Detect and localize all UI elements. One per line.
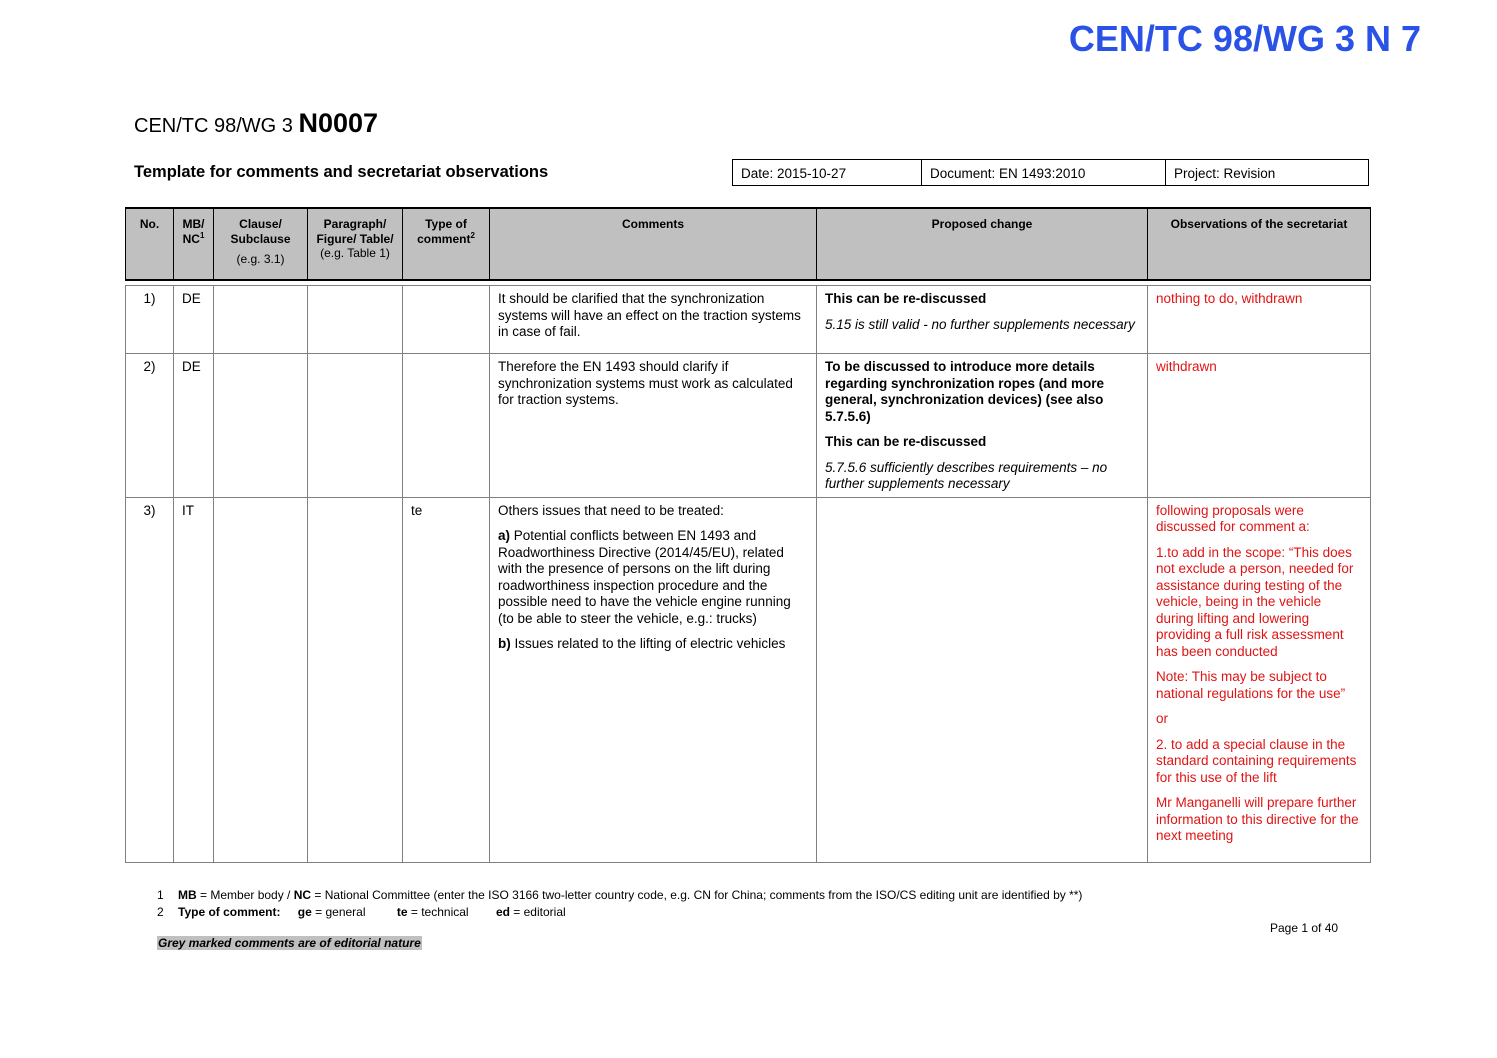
cell-paragraph bbox=[308, 286, 403, 354]
cell-comment: It should be clarified that the synchronization systems will have an effect on the traction systems in case of fail. bbox=[490, 286, 817, 354]
header-clause: Clause/ Subclause (e.g. 3.1) bbox=[214, 208, 308, 280]
table-row bbox=[126, 286, 1371, 354]
header-no: No. bbox=[126, 208, 174, 280]
document-id bbox=[134, 108, 378, 139]
cell-type bbox=[403, 354, 490, 498]
cell-observation: withdrawn bbox=[1148, 354, 1371, 498]
cell-mb: DE bbox=[174, 354, 214, 498]
cell-type: te bbox=[403, 497, 490, 862]
meta-project: Project: Revision bbox=[1174, 166, 1276, 181]
document-id-prefix: CEN/TC 98/WG 3 bbox=[134, 115, 293, 137]
cell-observation: following proposals were discussed for comment a: 1.to add in the scope: “This does not exclude a person, needed for assistance during testing of the vehicle, being in the vehicle during lifting and lowering providing a full risk assessment has been conducted Note: This may be subject to national regulations for the use” or 2. to add a special clause in the standard containing requirements for this use of the lift Mr Manganelli will prepare further information to this directive for the next meeting bbox=[1148, 497, 1371, 862]
table-row bbox=[126, 497, 1371, 862]
header-observations: Observations of the secretariat bbox=[1148, 208, 1371, 280]
cell-mb: IT bbox=[174, 497, 214, 862]
header-mb-nc: MB/ $NC^1$ bbox=[174, 208, 214, 280]
cell-clause bbox=[214, 286, 308, 354]
comments-table bbox=[125, 285, 1371, 863]
cell-proposed: This can be re-discussed 5.15 is still valid - no further supplements necessary bbox=[817, 286, 1148, 354]
cell-clause bbox=[214, 354, 308, 498]
document-id-number: N0007 bbox=[298, 108, 379, 138]
header-comments: Comments bbox=[490, 208, 817, 280]
meta-date: Date: 2015-10-27 bbox=[733, 160, 922, 185]
header-paragraph: Paragraph/ Figure/ Table/ (e.g. Table 1) bbox=[308, 208, 403, 280]
cell-observation: nothing to do, withdrawn bbox=[1148, 286, 1371, 354]
cell-proposed bbox=[817, 497, 1148, 862]
comments-table-header bbox=[125, 207, 1371, 281]
footnote-2: 2 Type of comment: ge = general te = technical ed = editorial bbox=[157, 905, 566, 919]
cell-mb: DE bbox=[174, 286, 214, 354]
cell-comment: Therefore the EN 1493 should clarify if synchronization systems must work as calculated for traction systems. bbox=[490, 354, 817, 498]
cell-paragraph bbox=[308, 497, 403, 862]
cell-proposed: To be discussed to introduce more details regarding synchronization ropes (and more general, synchronization devices) (see also 5.7.5.6) This can be re-discussed 5.7.5.6 sufficiently describes requirements – no further supplements necessary bbox=[817, 354, 1148, 498]
cell-comment: Others issues that need to be treated: a) Potential conflicts between EN 1493 and Roadworthiness Directive (2014/45/EU), related with the presence of persons on the lift during roadworthiness inspection procedure and the possible need to have the vehicle engine running (to be able to steer the vehicle, e.g.: trucks) b) Issues related to the lifting of electric vehicles bbox=[490, 497, 817, 862]
table-row bbox=[126, 354, 1371, 498]
header-type: Type of comment$^2$ bbox=[403, 208, 490, 280]
cell-clause bbox=[214, 497, 308, 862]
page-number: Page 1 of 40 bbox=[1270, 921, 1339, 935]
footnote-1: 1 MB = Member body / NC = National Committee (enter the ISO 3166 two-letter country code, e.g. CN for China; comments from the ISO/CS editing unit are identified by **) bbox=[157, 888, 1083, 902]
cell-no: 2) bbox=[126, 354, 174, 498]
meta-document: Document: EN 1493:2010 bbox=[922, 160, 1166, 185]
document-stamp: CEN/TC 98/WG 3 N 7 bbox=[1068, 18, 1421, 59]
template-title: Template for comments and secretariat observations bbox=[134, 163, 549, 181]
cell-paragraph bbox=[308, 354, 403, 498]
grey-note: Grey marked comments are of editorial nature bbox=[158, 936, 421, 950]
cell-type bbox=[403, 286, 490, 354]
meta-box bbox=[732, 159, 1369, 186]
cell-no: 3) bbox=[126, 497, 174, 862]
cell-no: 1) bbox=[126, 286, 174, 354]
header-proposed-change: Proposed change bbox=[817, 208, 1148, 280]
